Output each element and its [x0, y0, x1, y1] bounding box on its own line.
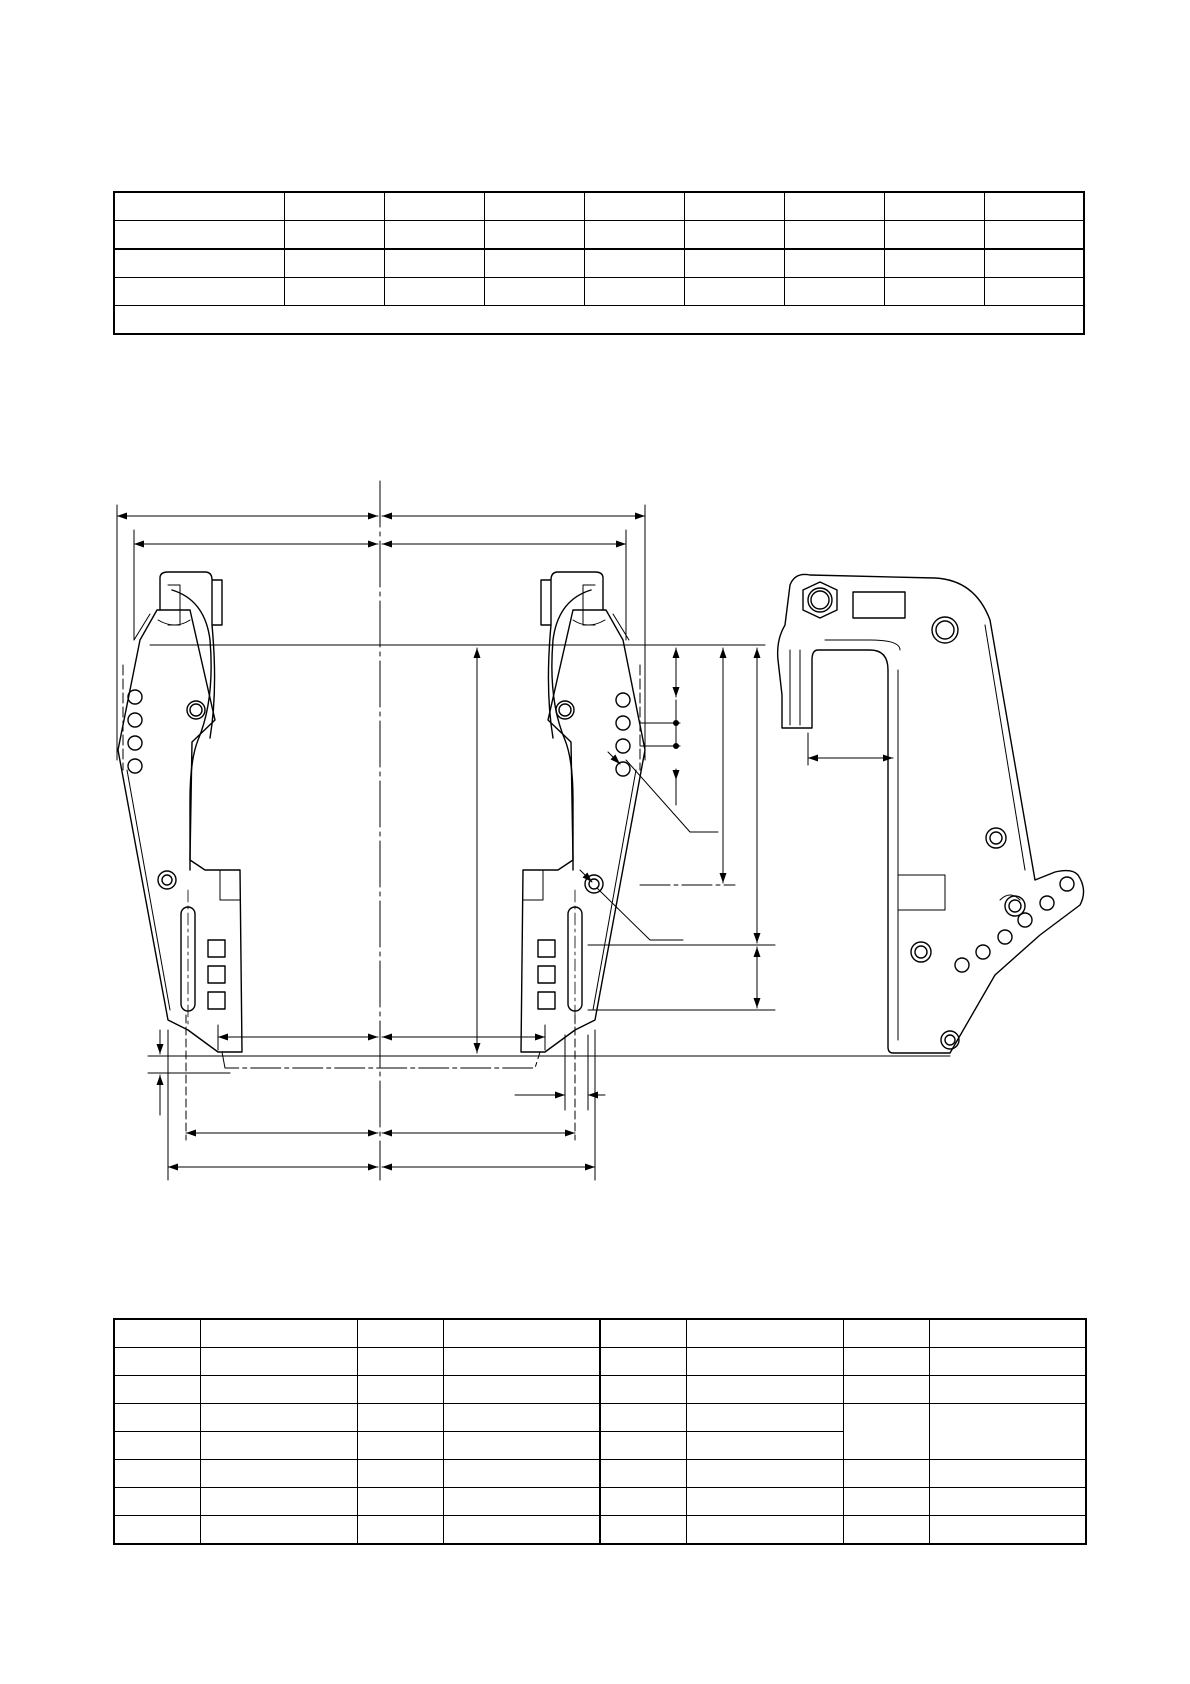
table-cell — [686, 1460, 843, 1488]
table-cell — [443, 1488, 600, 1516]
table-row — [114, 1404, 1086, 1432]
table-cell — [443, 1404, 600, 1432]
table-cell — [686, 1432, 843, 1460]
table-cell — [929, 1460, 1086, 1488]
table-cell — [200, 1319, 357, 1348]
table-cell — [600, 1404, 686, 1432]
table-cell — [114, 1460, 200, 1488]
table-merged-cell — [843, 1404, 929, 1460]
table-cell — [843, 1488, 929, 1516]
table-cell — [200, 1432, 357, 1460]
table-cell — [114, 1348, 200, 1376]
right-bracket — [521, 572, 645, 1052]
table-cell — [600, 1516, 686, 1545]
table-cell — [929, 1376, 1086, 1404]
table-cell — [600, 1460, 686, 1488]
table-cell — [357, 1319, 443, 1348]
table-cell — [114, 1319, 200, 1348]
table-cell — [443, 1348, 600, 1376]
table-cell — [686, 1376, 843, 1404]
table-cell — [200, 1404, 357, 1432]
table-cell — [114, 1516, 200, 1545]
table-row — [114, 1319, 1086, 1348]
table-cell — [686, 1319, 843, 1348]
table-cell — [843, 1460, 929, 1488]
table-cell — [686, 1404, 843, 1432]
table-cell — [600, 1432, 686, 1460]
table-row — [114, 1488, 1086, 1516]
table-cell — [843, 1376, 929, 1404]
table-cell — [843, 1319, 929, 1348]
table-cell — [600, 1348, 686, 1376]
table-cell — [200, 1460, 357, 1488]
bottom-spec-table — [113, 1318, 1087, 1545]
table-cell — [200, 1488, 357, 1516]
table-cell — [843, 1516, 929, 1545]
table-cell — [929, 1488, 1086, 1516]
left-bracket — [118, 572, 242, 1052]
table-cell — [929, 1319, 1086, 1348]
table-cell — [114, 1432, 200, 1460]
table-row — [114, 1460, 1086, 1488]
table-cell — [357, 1460, 443, 1488]
table-cell — [600, 1376, 686, 1404]
table-cell — [114, 1376, 200, 1404]
table-row — [114, 1348, 1086, 1376]
table-cell — [200, 1516, 357, 1545]
table-cell — [200, 1348, 357, 1376]
table-row — [114, 1376, 1086, 1404]
side-view-bracket — [778, 574, 1084, 1053]
table-cell — [357, 1516, 443, 1545]
table-cell — [443, 1376, 600, 1404]
table-cell — [443, 1460, 600, 1488]
table-cell — [686, 1516, 843, 1545]
table-cell — [357, 1348, 443, 1376]
dimension-lines — [117, 505, 950, 1180]
table-cell — [600, 1488, 686, 1516]
table-cell — [600, 1319, 686, 1348]
table-cell — [200, 1376, 357, 1404]
table-cell — [114, 1404, 200, 1432]
table-cell — [843, 1348, 929, 1376]
table-cell — [443, 1516, 600, 1545]
table-cell — [929, 1516, 1086, 1545]
table-cell — [357, 1404, 443, 1432]
table-cell — [114, 1488, 200, 1516]
table-cell — [443, 1319, 600, 1348]
table-cell — [357, 1432, 443, 1460]
table-cell — [357, 1488, 443, 1516]
table-cell — [686, 1348, 843, 1376]
table-cell — [443, 1432, 600, 1460]
table-cell — [929, 1348, 1086, 1376]
table-cell — [686, 1488, 843, 1516]
table-merged-cell — [929, 1404, 1086, 1460]
table-cell — [357, 1376, 443, 1404]
table-row — [114, 1516, 1086, 1545]
